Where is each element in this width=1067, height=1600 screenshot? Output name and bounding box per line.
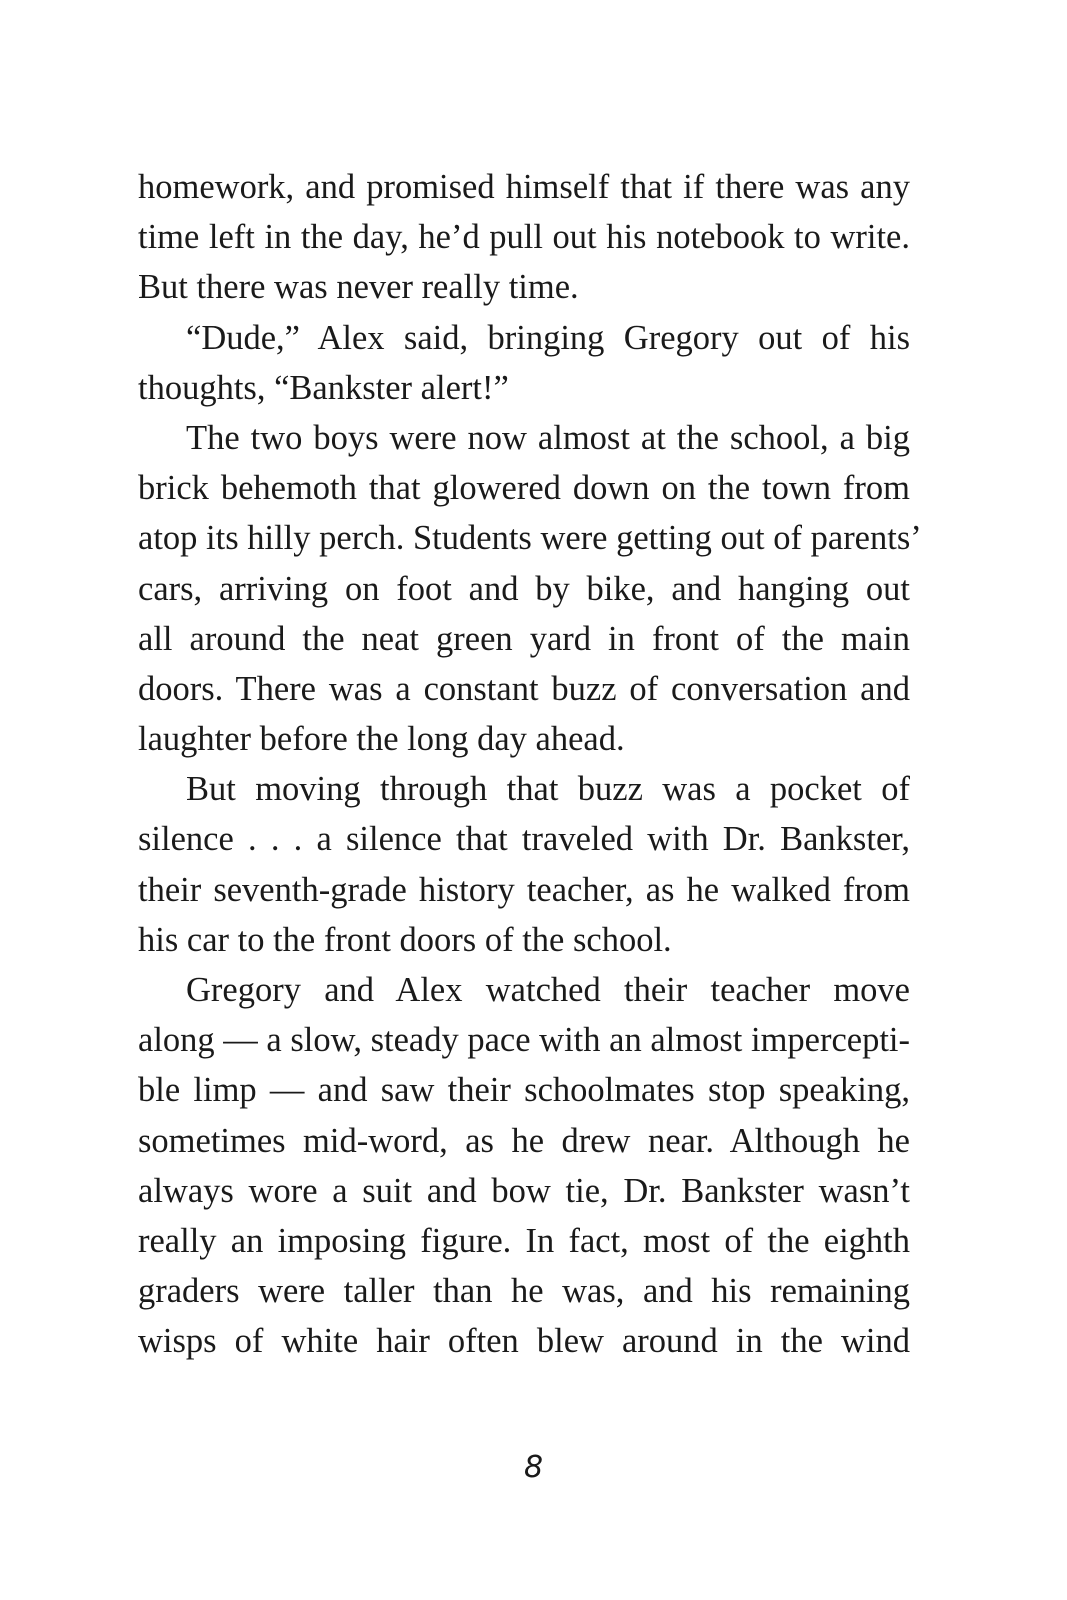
text-line: their seventh-grade history teacher, as he walked from [138,870,910,909]
text-line: his car to the front doors of the school. [138,920,672,959]
text-line: homework, and promised himself that if there was any [138,168,910,206]
text-line: laughter before the long day ahead. [138,720,625,759]
text-line: graders were taller than he was, and his remaining [138,1272,910,1311]
text-line: really an imposing figure. In fact, most of the eighth [138,1221,910,1260]
text-line: sometimes mid-word, as he drew near. Although he [138,1121,910,1160]
text-line: ble limp — and saw their schoolmates stop speaking, [138,1071,910,1110]
paragraph-first-line: Gregory and Alex watched their teacher move [186,971,910,1009]
text-line: silence . . . a silence that traveled with Dr. Bankster, [138,820,910,859]
text-line: along — a slow, steady pace with an almost impercepti- [138,1021,910,1060]
text-line: wisps of white hair often blew around in the wind [138,1322,910,1361]
text-line: thoughts, “Bankster alert!” [138,368,509,407]
text-line: But there was never really time. [138,268,579,307]
text-line: doors. There was a constant buzz of conversation and [138,669,910,708]
page-number: 8 [523,1450,544,1485]
body-text [138,162,922,1367]
text-line: atop its hilly perch. Students were getting out of parents’ [138,519,922,558]
paragraph-first-line: “Dude,” Alex said, bringing Gregory out of his [186,318,910,357]
paragraph-first-line: The two boys were now almost at the school, a big [186,418,910,457]
text-line: always wore a suit and bow tie, Dr. Bankster wasn’t [138,1171,910,1210]
text-line: time left in the day, he’d pull out his notebook to write. [138,218,910,257]
text-line: all around the neat green yard in front of the main [138,619,910,658]
text-line: brick behemoth that glowered down on the town from [138,469,910,508]
text-line: cars, arriving on foot and by bike, and hanging out [138,569,910,608]
paragraph-first-line: But moving through that buzz was a pocket of [186,770,910,809]
